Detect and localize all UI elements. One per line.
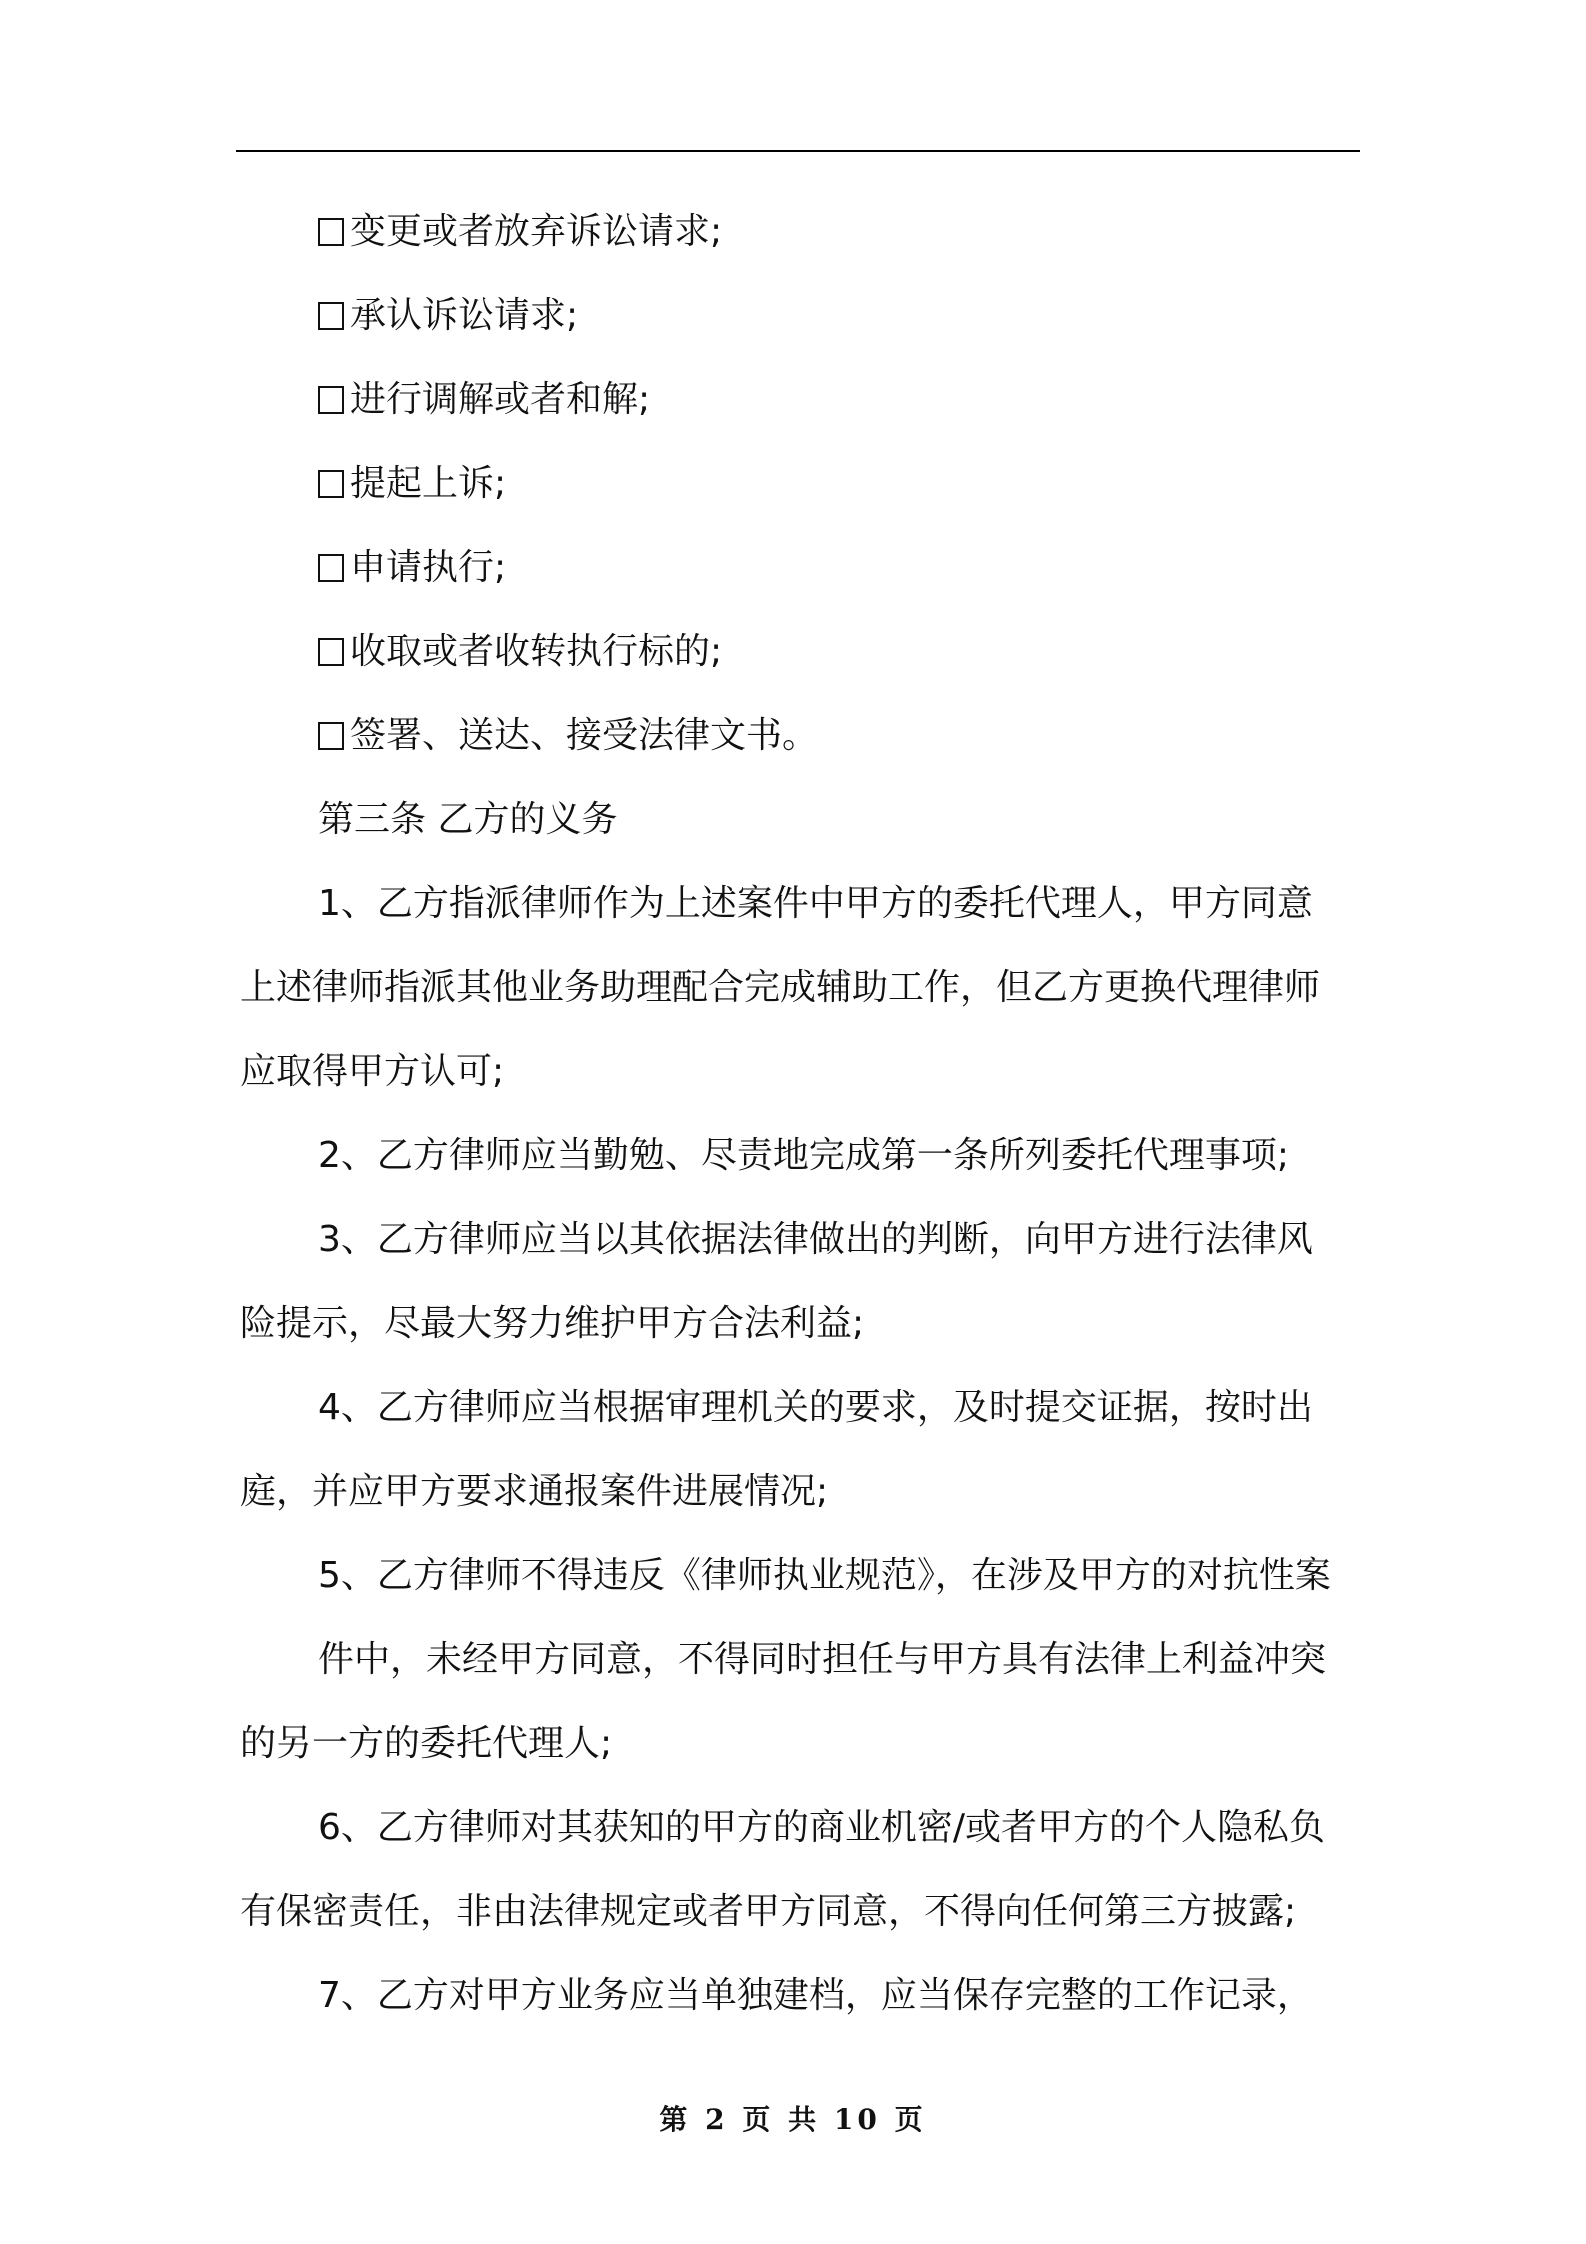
- paragraph-line: 5、乙方律师不得违反《律师执业规范》，在涉及甲方的对抗性案: [318, 1555, 1331, 1596]
- checklist-label: 承认诉讼请求;: [350, 295, 579, 336]
- checklist-label: 变更或者放弃诉讼请求;: [350, 211, 723, 252]
- paragraph-line: 1、乙方指派律师作为上述案件中甲方的委托代理人，甲方同意: [318, 883, 1313, 924]
- header-rule: [236, 150, 1360, 152]
- paragraph-line: 件中，未经甲方同意，不得同时担任与甲方具有法律上利益冲突: [318, 1639, 1327, 1680]
- paragraph-line: 2、乙方律师应当勤勉、尽责地完成第一条所列委托代理事项;: [318, 1135, 1290, 1176]
- checkbox-icon[interactable]: [318, 722, 344, 750]
- page-number: 第 2 页 共 10 页: [659, 2103, 927, 2136]
- paragraph-line: 6、乙方律师对其获知的甲方的商业机密/或者甲方的个人隐私负: [318, 1807, 1326, 1848]
- paragraph-line: 险提示，尽最大努力维护甲方合法利益;: [240, 1303, 865, 1344]
- checklist-item[interactable]: [240, 358, 1360, 442]
- checklist-label: 提起上诉;: [350, 463, 507, 504]
- checklist-item[interactable]: [240, 694, 1360, 778]
- paragraph-line: 上述律师指派其他业务助理配合完成辅助工作，但乙方更换代理律师: [240, 967, 1321, 1008]
- document-body: [240, 190, 1360, 2038]
- checklist-label: 申请执行;: [350, 547, 507, 588]
- checklist-item[interactable]: [240, 610, 1360, 694]
- checklist-item[interactable]: [240, 190, 1360, 274]
- checkbox-icon[interactable]: [318, 470, 344, 498]
- checklist-item[interactable]: [240, 526, 1360, 610]
- paragraph-line: 应取得甲方认可;: [240, 1051, 505, 1092]
- paragraph-line: 3、乙方律师应当以其依据法律做出的判断，向甲方进行法律风: [318, 1219, 1313, 1260]
- checklist-item[interactable]: [240, 442, 1360, 526]
- checkbox-icon[interactable]: [318, 218, 344, 246]
- checklist-label: 进行调解或者和解;: [350, 379, 651, 420]
- checkbox-icon[interactable]: [318, 302, 344, 330]
- checklist-label: 签署、送达、接受法律文书。: [350, 715, 819, 756]
- paragraph-line: 的另一方的委托代理人;: [240, 1723, 613, 1764]
- paragraph-line: 有保密责任，非由法律规定或者甲方同意，不得向任何第三方披露;: [240, 1891, 1297, 1932]
- paragraph-line: 4、乙方律师应当根据审理机关的要求，及时提交证据，按时出: [318, 1387, 1313, 1428]
- checklist-item[interactable]: [240, 274, 1360, 358]
- checklist-label: 收取或者收转执行标的;: [350, 631, 723, 672]
- checkbox-icon[interactable]: [318, 638, 344, 666]
- checkbox-icon[interactable]: [318, 386, 344, 414]
- checkbox-icon[interactable]: [318, 554, 344, 582]
- paragraph-line: 7、乙方对甲方业务应当单独建档，应当保存完整的工作记录，: [318, 1975, 1313, 2016]
- section-heading: 第三条 乙方的义务: [318, 799, 618, 840]
- paragraph-line: 庭，并应甲方要求通报案件进展情况;: [240, 1471, 829, 1512]
